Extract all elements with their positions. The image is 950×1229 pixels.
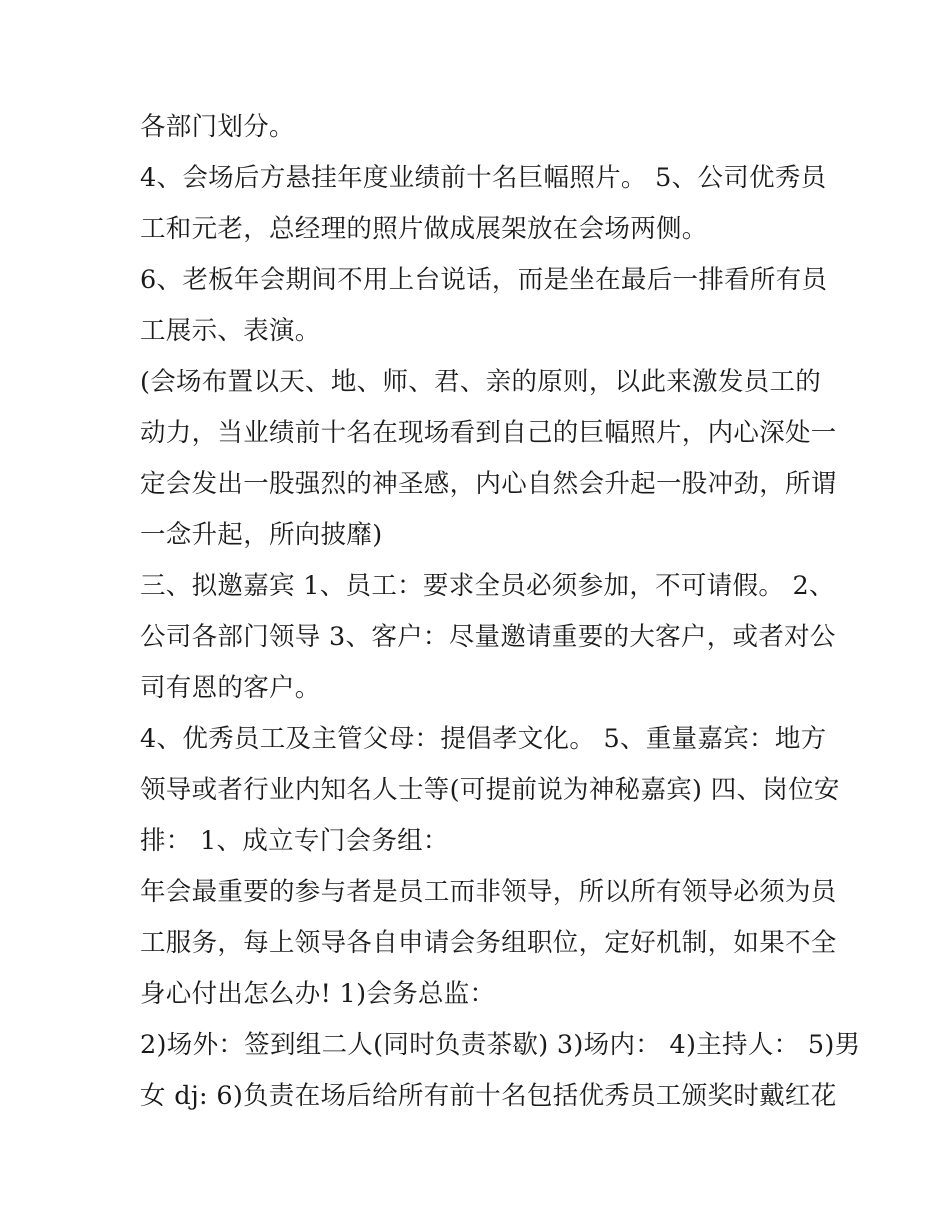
text-line: 公司各部门领导 3、客户：尽量邀请重要的大客户，或者对公 [140, 622, 836, 652]
text-line: (会场布置以天、地、师、君、亲的原则，以此来激发员工的 [140, 367, 822, 397]
text-line: 定会发出一股强烈的神圣感，内心自然会升起一股冲劲，所谓 [140, 469, 837, 499]
text-line: 工服务，每上领导各自申请会务组职位，定好机制，如果不全 [140, 928, 837, 958]
text-line: 工和元老，总经理的照片做成展架放在会场两侧。 [140, 214, 708, 244]
text-line: 年会最重要的参与者是员工而非领导，所以所有领导必须为员 [140, 877, 837, 907]
text-line: 身心付出怎么办! 1)会务总监： [140, 979, 496, 1009]
text-line: 司有恩的客户。 [140, 673, 321, 703]
text-line: 4、优秀员工及主管父母：提倡孝文化。 5、重量嘉宾：地方 [140, 724, 827, 754]
text-line: 三、拟邀嘉宾 1、员工：要求全员必须参加，不可请假。 2、 [140, 571, 835, 601]
text-line: 女 dj: 6)负责在场后给所有前十名包括优秀员工颁奖时戴红花 [140, 1081, 837, 1111]
document-body [140, 102, 861, 1122]
text-line: 领导或者行业内知名人士等(可提前说为神秘嘉宾) 四、岗位安 [140, 775, 840, 805]
text-line: 动力，当业绩前十名在现场看到自己的巨幅照片，内心深处一 [140, 418, 837, 448]
text-line: 各部门划分。 [140, 112, 295, 142]
text-line: 6、老板年会期间不用上台说话，而是坐在最后一排看所有员 [140, 265, 828, 295]
text-line: 2)场外：签到组二人(同时负责茶歇) 3)场内： 4)主持人： 5)男 [140, 1030, 861, 1060]
text-line: 排： 1、成立专门会务组： [140, 826, 449, 856]
text-line: 工展示、表演。 [140, 316, 321, 346]
text-line: 一念升起，所向披靡) [140, 520, 383, 550]
text-line: 4、会场后方悬挂年度业绩前十名巨幅照片。 5、公司优秀员 [140, 163, 827, 193]
